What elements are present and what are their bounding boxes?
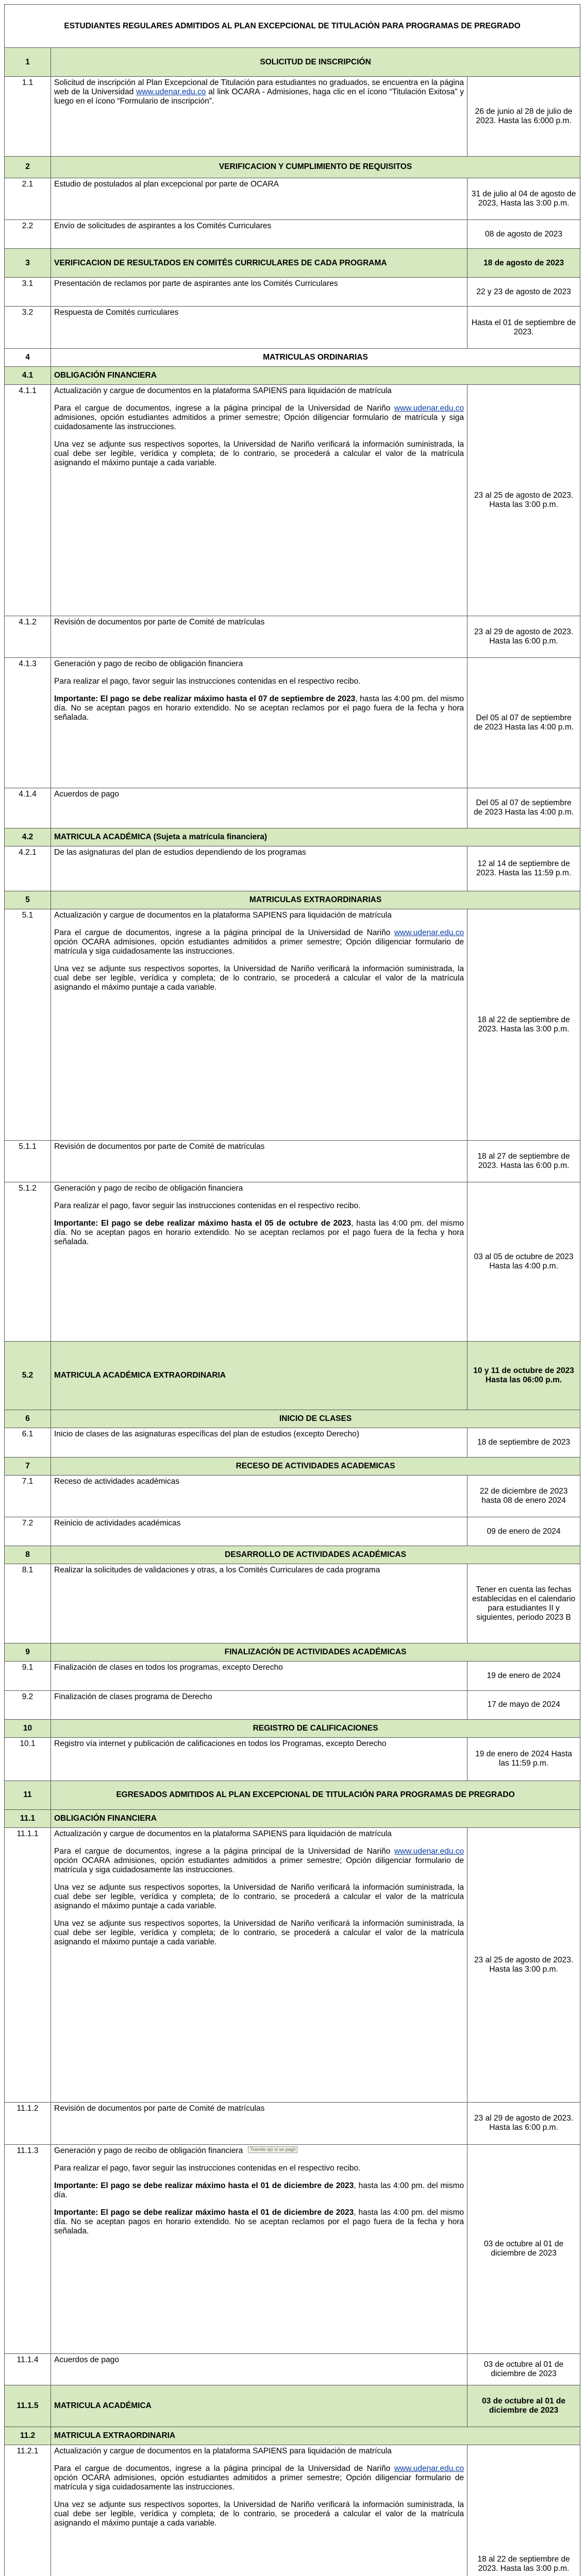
row-description	[51, 846, 468, 891]
calendar-row-5-2	[5, 1342, 580, 1410]
row-date: 17 de mayo de 2024	[468, 1690, 580, 1719]
row-number: 9	[5, 1643, 51, 1662]
description-paragraph: Registro vía internet y publicación de calificaciones en todos los Programas, excepto Derecho	[54, 1739, 387, 1748]
section-title: SOLICITUD DE INSCRIPCIÓN	[51, 48, 580, 77]
description-paragraph: Importante: El pago se debe realizar máximo hasta el 01 de diciembre de 2023, hasta las 4:00 pm. del mismo día. No se aceptan pagos en horario extendido. No se aceptan reclamos por el pago fuera de la fecha y hora señalada.	[54, 2208, 464, 2235]
section-title: VERIFICACION Y CUMPLIMIENTO DE REQUISITOS	[51, 156, 580, 178]
calendar-row-8-1	[5, 1564, 580, 1643]
row-date: Del 05 al 07 de septiembre de 2023 Hasta las 4:00 p.m.	[468, 658, 580, 788]
row-number: 6.1	[5, 1428, 51, 1457]
row-date: 03 de octubre al 01 de diciembre de 2023	[468, 2144, 580, 2354]
row-date: 18 de septiembre de 2023	[468, 1428, 580, 1457]
row-date: Del 05 al 07 de septiembre de 2023 Hasta las 4:00 p.m.	[468, 788, 580, 828]
description-paragraph: Actualización y cargue de documentos en la plataforma SAPIENS para liquidación de matrícula	[54, 386, 392, 395]
section-title: DESARROLLO DE ACTIVIDADES ACADÉMICAS	[51, 1546, 580, 1564]
row-date: 26 de junio al 28 de julio de 2023. Hasta las 6:000 p.m.	[468, 77, 580, 156]
row-date: 18 al 22 de septiembre de 2023. Hasta las 3:00 p.m.	[468, 2445, 580, 2576]
section-title: REGISTRO DE CALIFICACIONES	[51, 1719, 580, 1737]
calendar-row-4-1-2	[5, 616, 580, 657]
row-date: 03 de octubre al 01 de diciembre de 2023	[468, 2385, 580, 2427]
row-number: 7.1	[5, 1475, 51, 1517]
row-date: 09 de enero de 2024	[468, 1517, 580, 1546]
calendar-row-4-1-4	[5, 788, 580, 828]
row-number: 11.2	[5, 2427, 51, 2445]
row-number: 5.1.2	[5, 1182, 51, 1342]
udenar-link[interactable]: www.udenar.edu.co	[394, 1847, 464, 1856]
row-number: 11.1.3	[5, 2144, 51, 2354]
row-number: 3.1	[5, 278, 51, 307]
description-paragraph: Una vez se adjunte sus respectivos soportes, la Universidad de Nariño verificará la información suministrada, la cual debe ser legible, verídica y completa; de lo contrario, se procederá a calcular el valor de la matrícula asignando el máximo puntaje a cada variable.	[54, 964, 464, 992]
section-title: MATRICULA EXTRAORDINARIA	[51, 2427, 580, 2445]
row-number: 4.1.3	[5, 658, 51, 788]
calendar-row-6	[5, 1410, 580, 1428]
description-paragraph: Generación y pago de recibo de obligación financiera Tramite ojo si se pagó	[54, 2146, 464, 2156]
calendar-row-2-1	[5, 178, 580, 219]
important-lead: Importante: El pago se debe realizar máximo hasta el 05 de octubre de 2023	[54, 1219, 352, 1228]
description-paragraph: Acuerdos de pago	[54, 789, 119, 799]
row-description	[51, 1737, 468, 1781]
row-date: 18 de agosto de 2023	[468, 249, 580, 278]
row-date: 23 al 29 de agosto de 2023. Hasta las 6:00 p.m.	[468, 2103, 580, 2144]
calendar-row-4-1-3	[5, 658, 580, 788]
row-date: 18 al 27 de septiembre de 2023. Hasta las 6:00 p.m.	[468, 1141, 580, 1182]
description-paragraph: Para el cargue de documentos, ingrese a la página principal de la Universidad de Nariño www.udenar.edu.co opción OCARA admisiones, opción estudiantes admitidos a primer semestre; Opción diligenciar formulario de matrícula y siga cuidadosamente las instrucciones.	[54, 1847, 464, 1875]
row-date: Hasta el 01 de septiembre de 2023.	[468, 307, 580, 348]
important-lead: Importante: El pago se debe realizar máximo hasta el 01 de diciembre de 2023	[54, 2208, 354, 2217]
description-paragraph: Para el cargue de documentos, ingrese a la página principal de la Universidad de Nariño www.udenar.edu.co opción OCARA admisiones, opción estudiantes admitidos a primer semestre; Opción diligenciar formulario de matrícula y siga cuidadosamente las instrucciones.	[54, 928, 464, 956]
row-description	[51, 1182, 468, 1342]
calendar-row-11-1-4	[5, 2354, 580, 2385]
row-description	[51, 658, 468, 788]
calendar-row-11-1-2	[5, 2103, 580, 2144]
calendar-row-7-1	[5, 1475, 580, 1517]
row-number: 11.1.4	[5, 2354, 51, 2385]
section-title: OBLIGACIÓN FINANCIERA	[51, 1810, 580, 1828]
row-description	[51, 1428, 468, 1457]
row-description	[51, 788, 468, 828]
note-stamp: Tramite ojo si se pagó	[248, 2146, 297, 2153]
calendar-row-11-2	[5, 2427, 580, 2445]
row-date: 19 de enero de 2024	[468, 1662, 580, 1690]
section-title: EGRESADOS ADMITIDOS AL PLAN EXCEPCIONAL DE TITULACIÓN PARA PROGRAMAS DE PREGRADO	[51, 1781, 580, 1809]
description-paragraph: Reinicio de actividades académicas	[54, 1518, 181, 1528]
row-description	[51, 1662, 468, 1690]
important-lead: Importante: El pago se debe realizar máximo hasta el 01 de diciembre de 2023	[54, 2181, 354, 2190]
section-title: OBLIGACIÓN FINANCIERA	[51, 366, 580, 384]
description-paragraph: Envío de solicitudes de aspirantes a los Comités Curriculares	[54, 222, 272, 230]
row-number: 7.2	[5, 1517, 51, 1546]
description-paragraph: Revisión de documentos por parte de Comité de matrículas	[54, 2104, 265, 2113]
calendar-row-4-1	[5, 366, 580, 384]
row-number: 8.1	[5, 1564, 51, 1643]
row-number: 2	[5, 156, 51, 178]
calendar-row-7	[5, 1457, 580, 1475]
row-number: 4.1.1	[5, 384, 51, 616]
row-number: 11.1.1	[5, 1828, 51, 2103]
row-description	[51, 307, 468, 348]
row-number: 4.1.4	[5, 788, 51, 828]
row-description	[51, 909, 468, 1141]
calendar-row-4-2	[5, 828, 580, 846]
row-description	[51, 278, 468, 307]
row-date: 22 de diciembre de 2023 hasta 08 de enero 2024	[468, 1475, 580, 1517]
description-paragraph: Revisión de documentos por parte de Comité de matrículas	[54, 1142, 265, 1151]
row-description	[51, 1828, 468, 2103]
description-paragraph: Importante: El pago se debe realizar máximo hasta el 01 de diciembre de 2023, hasta las 4:00 pm. del mismo día.	[54, 2181, 464, 2199]
udenar-link[interactable]: www.udenar.edu.co	[394, 403, 464, 413]
description-paragraph: Actualización y cargue de documentos en la plataforma SAPIENS para liquidación de matrícula	[54, 911, 392, 920]
calendar-row-1-1	[5, 77, 580, 156]
description-paragraph: Para realizar el pago, favor seguir las instrucciones contenidas en el respectivo recibo.	[54, 1201, 361, 1211]
row-number: 6	[5, 1410, 51, 1428]
description-paragraph: Acuerdos de pago	[54, 2355, 119, 2365]
row-description	[51, 1517, 468, 1546]
description-paragraph: Una vez se adjunte sus respectivos soportes, la Universidad de Nariño verificará la información suministrada, la cual debe ser legible, verídica y completa; de lo contrario, se procederá a calcular el valor de la matrícula asignando el máximo puntaje a cada variable.	[54, 1919, 464, 1947]
calendar-row-2-2	[5, 220, 580, 249]
row-number: 9.1	[5, 1662, 51, 1690]
calendar-row-3	[5, 249, 580, 278]
row-number: 11.1	[5, 1810, 51, 1828]
calendar-row-5-1-1	[5, 1141, 580, 1182]
calendar-row-6-1	[5, 1428, 580, 1457]
row-number: 8	[5, 1546, 51, 1564]
description-paragraph: Receso de actividades académicas	[54, 1477, 179, 1486]
row-date: 23 al 25 de agosto de 2023. Hasta las 3:00 p.m.	[468, 384, 580, 616]
row-description	[51, 2144, 468, 2354]
description-paragraph: Actualización y cargue de documentos en la plataforma SAPIENS para liquidación de matrícula	[54, 2447, 392, 2456]
description-paragraph: Realizar la solicitudes de validaciones y otras, a los Comités Curriculares de cada programa	[54, 1566, 380, 1575]
section-title: FINALIZACIÓN DE ACTIVIDADES ACADÉMICAS	[51, 1643, 580, 1662]
calendar-row-5-1	[5, 909, 580, 1141]
row-number: 4	[5, 348, 51, 366]
section-title: MATRICULAS EXTRAORDINARIAS	[51, 891, 580, 909]
udenar-link[interactable]: www.udenar.edu.co	[394, 2464, 464, 2473]
description-paragraph: Importante: El pago se debe realizar máximo hasta el 05 de octubre de 2023, hasta las 4:00 pm. del mismo día. No se aceptan pagos en horario extendido. No se aceptan reclamos por el pago fuera de la fecha y hora señalada.	[54, 1219, 464, 1247]
row-date: 23 al 25 de agosto de 2023. Hasta las 3:00 p.m.	[468, 1828, 580, 2103]
row-description	[51, 616, 468, 657]
row-number: 4.1	[5, 366, 51, 384]
calendar-row-11-2-1	[5, 2445, 580, 2576]
description-paragraph: Para realizar el pago, favor seguir las instrucciones contenidas en el respectivo recibo.	[54, 677, 361, 686]
row-number: 5.1	[5, 909, 51, 1141]
row-description	[51, 2103, 468, 2144]
row-date: 19 de enero de 2024 Hasta las 11:59 p.m.	[468, 1737, 580, 1781]
row-date: 10 y 11 de octubre de 2023 Hasta las 06:00 p.m.	[468, 1342, 580, 1410]
description-paragraph: Para realizar el pago, favor seguir las instrucciones contenidas en el respectivo recibo.	[54, 2163, 361, 2173]
calendar-row-11	[5, 1781, 580, 1809]
row-number: 11.2.1	[5, 2445, 51, 2576]
calendar-row-9-2	[5, 1690, 580, 1719]
row-date: 23 al 29 de agosto de 2023. Hasta las 6:00 p.m.	[468, 616, 580, 657]
calendar-row-5	[5, 891, 580, 909]
description-paragraph: Revisión de documentos por parte de Comité de matrículas	[54, 617, 265, 626]
description-paragraph: Generación y pago de recibo de obligación financiera	[54, 1184, 243, 1193]
calendar-row-4-1-1	[5, 384, 580, 616]
highlight-title: MATRICULA ACADÉMICA EXTRAORDINARIA	[51, 1342, 468, 1410]
udenar-link[interactable]: www.udenar.edu.co	[136, 88, 206, 97]
section-title: RECESO DE ACTIVIDADES ACADEMICAS	[51, 1457, 580, 1475]
calendar-row-11-1	[5, 1810, 580, 1828]
description-paragraph: Finalización de clases en todos los programas, excepto Derecho	[54, 1663, 283, 1672]
row-description	[51, 1690, 468, 1719]
description-paragraph: Finalización de clases programa de Derecho	[54, 1692, 212, 1701]
row-description	[51, 1564, 468, 1643]
row-number: 3.2	[5, 307, 51, 348]
calendar-table	[4, 4, 580, 2576]
description-paragraph: Importante: El pago se debe realizar máximo hasta el 07 de septiembre de 2023, hasta las 4:00 pm. del mismo día. No se aceptan pagos en horario extendido. No se aceptan reclamos por el pago fuera de la fecha y hora señalada.	[54, 694, 464, 722]
section-title: MATRICULAS ORDINARIAS	[51, 348, 580, 366]
table-header: ESTUDIANTES REGULARES ADMITIDOS AL PLAN EXCEPCIONAL DE TITULACIÓN PARA PROGRAMAS DE PREGRADO	[5, 5, 580, 48]
row-number: 4.1.2	[5, 616, 51, 657]
row-date: Tener en cuenta las fechas establecidas en el calendario para estudiantes II y siguientes, periodo 2023 B	[468, 1564, 580, 1643]
row-description	[51, 384, 468, 616]
calendar-row-3-1	[5, 278, 580, 307]
description-paragraph: Estudio de postulados al plan excepcional por parte de OCARA	[54, 179, 279, 189]
description-paragraph: Presentación de reclamos por parte de aspirantes ante los Comités Curriculares	[54, 279, 338, 289]
calendar-row-4	[5, 348, 580, 366]
calendar-row-10	[5, 1719, 580, 1737]
calendar-row-3-2	[5, 307, 580, 348]
calendar-row-11-1-3	[5, 2144, 580, 2354]
calendar-row-11-1-1	[5, 1828, 580, 2103]
calendar-row-1	[5, 48, 580, 77]
row-description	[51, 1475, 468, 1517]
calendar-row-9-1	[5, 1662, 580, 1690]
row-number: 7	[5, 1457, 51, 1475]
calendar-row-10-1	[5, 1737, 580, 1781]
row-description	[51, 220, 468, 249]
row-number: 1	[5, 48, 51, 77]
calendar-row-5-1-2	[5, 1182, 580, 1342]
highlight-title: MATRICULA ACADÉMICA	[51, 2385, 468, 2427]
row-number: 10	[5, 1719, 51, 1737]
description-paragraph: Una vez se adjunte sus respectivos soportes, la Universidad de Nariño verificará la información suministrada, la cual debe ser legible, verídica y completa; de lo contrario, se procederá a calcular el valor de la matrícula asignando el máximo puntaje a cada variable.	[54, 1883, 464, 1911]
row-number: 9.2	[5, 1690, 51, 1719]
description-paragraph: Respuesta de Comités curriculares	[54, 308, 179, 317]
calendar-body	[5, 5, 580, 2576]
section-title: INICIO DE CLASES	[51, 1410, 580, 1428]
row-number: 5.2	[5, 1342, 51, 1410]
row-number: 4.2.1	[5, 846, 51, 891]
row-number: 3	[5, 249, 51, 278]
row-date: 22 y 23 de agosto de 2023	[468, 278, 580, 307]
row-number: 1.1	[5, 77, 51, 156]
description-paragraph: De las asignaturas del plan de estudios dependiendo de los programas	[54, 848, 306, 857]
important-lead: Importante: El pago se debe realizar máximo hasta el 07 de septiembre de 2023	[54, 694, 356, 704]
description-paragraph: Inicio de clases de las asignaturas específicas del plan de estudios (excepto Derecho)	[54, 1430, 359, 1439]
row-date: 03 al 05 de octubre de 2023 Hasta las 4:00 p.m.	[468, 1182, 580, 1342]
row-number: 4.2	[5, 828, 51, 846]
row-number: 2.2	[5, 220, 51, 249]
section-title: MATRICULA ACADÉMICA (Sujeta a matrícula financiera)	[51, 828, 580, 846]
row-number: 5.1.1	[5, 1141, 51, 1182]
row-number: 2.1	[5, 178, 51, 219]
description-paragraph: Solicitud de inscripción al Plan Excepcional de Titulación para estudiantes no graduados, se encuentra en la página web de la Universidad www.udenar.edu.co al link OCARA - Admisiones, haga clic en el ícono “Titulación Exitosa” y luego en el ícono “Formulario de inscripción”.	[54, 78, 464, 106]
row-description	[51, 2354, 468, 2385]
row-description	[51, 2445, 468, 2576]
calendar-row-7-2	[5, 1517, 580, 1546]
description-paragraph: Una vez se adjunte sus respectivos soportes, la Universidad de Nariño verificará la información suministrada, la cual debe ser legible, verídica y completa; de lo contrario, se procederá a calcular el valor de la matrícula asignando el máximo puntaje a cada variable.	[54, 439, 464, 467]
description-paragraph: Generación y pago de recibo de obligación financiera	[54, 659, 243, 669]
row-date: 03 de octubre al 01 de diciembre de 2023	[468, 2354, 580, 2385]
row-number: 11	[5, 1781, 51, 1809]
row-description	[51, 178, 468, 219]
row-number: 5	[5, 891, 51, 909]
calendar-row-2	[5, 156, 580, 178]
row-date: 08 de agosto de 2023	[468, 220, 580, 249]
description-paragraph: Para el cargue de documentos, ingrese a la página principal de la Universidad de Nariño www.udenar.edu.co opción OCARA admisiones, opción estudiantes admitidos a primer semestre; Opción diligenciar formulario de matrícula y siga cuidadosamente las instrucciones.	[54, 2464, 464, 2492]
calendar-row-8	[5, 1546, 580, 1564]
row-number: 10.1	[5, 1737, 51, 1781]
row-date: 18 al 22 de septiembre de 2023. Hasta las 3:00 p.m.	[468, 909, 580, 1141]
udenar-link[interactable]: www.udenar.edu.co	[394, 928, 464, 938]
row-number: 11.1.5	[5, 2385, 51, 2427]
row-description	[51, 1141, 468, 1182]
description-paragraph: Actualización y cargue de documentos en la plataforma SAPIENS para liquidación de matrícula	[54, 1829, 392, 1839]
table-header-row	[5, 5, 580, 48]
calendar-row-11-1-5	[5, 2385, 580, 2427]
description-paragraph: Una vez se adjunte sus respectivos soportes, la Universidad de Nariño verificará la información suministrada, la cual debe ser legible, verídica y completa; de lo contrario, se procederá a calcular el valor de la matrícula asignando el máximo puntaje a cada variable.	[54, 2500, 464, 2528]
row-description	[51, 77, 468, 156]
description-paragraph: Para el cargue de documentos, ingrese a la página principal de la Universidad de Nariño www.udenar.edu.co admisiones, opción estudiantes admitidos a primer semestre; Opción diligenciar formulario de matrícula y siga cuidadosamente las instrucciones.	[54, 403, 464, 431]
highlight-title: VERIFICACION DE RESULTADOS EN COMITÉS CURRICULARES DE CADA PROGRAMA	[51, 249, 468, 278]
row-number: 11.1.2	[5, 2103, 51, 2144]
row-date: 12 al 14 de septiembre de 2023. Hasta las 11:59 p.m.	[468, 846, 580, 891]
calendar-row-4-2-1	[5, 846, 580, 891]
calendar-row-9	[5, 1643, 580, 1662]
row-date: 31 de julio al 04 de agosto de 2023, Hasta las 3:00 p.m.	[468, 178, 580, 219]
